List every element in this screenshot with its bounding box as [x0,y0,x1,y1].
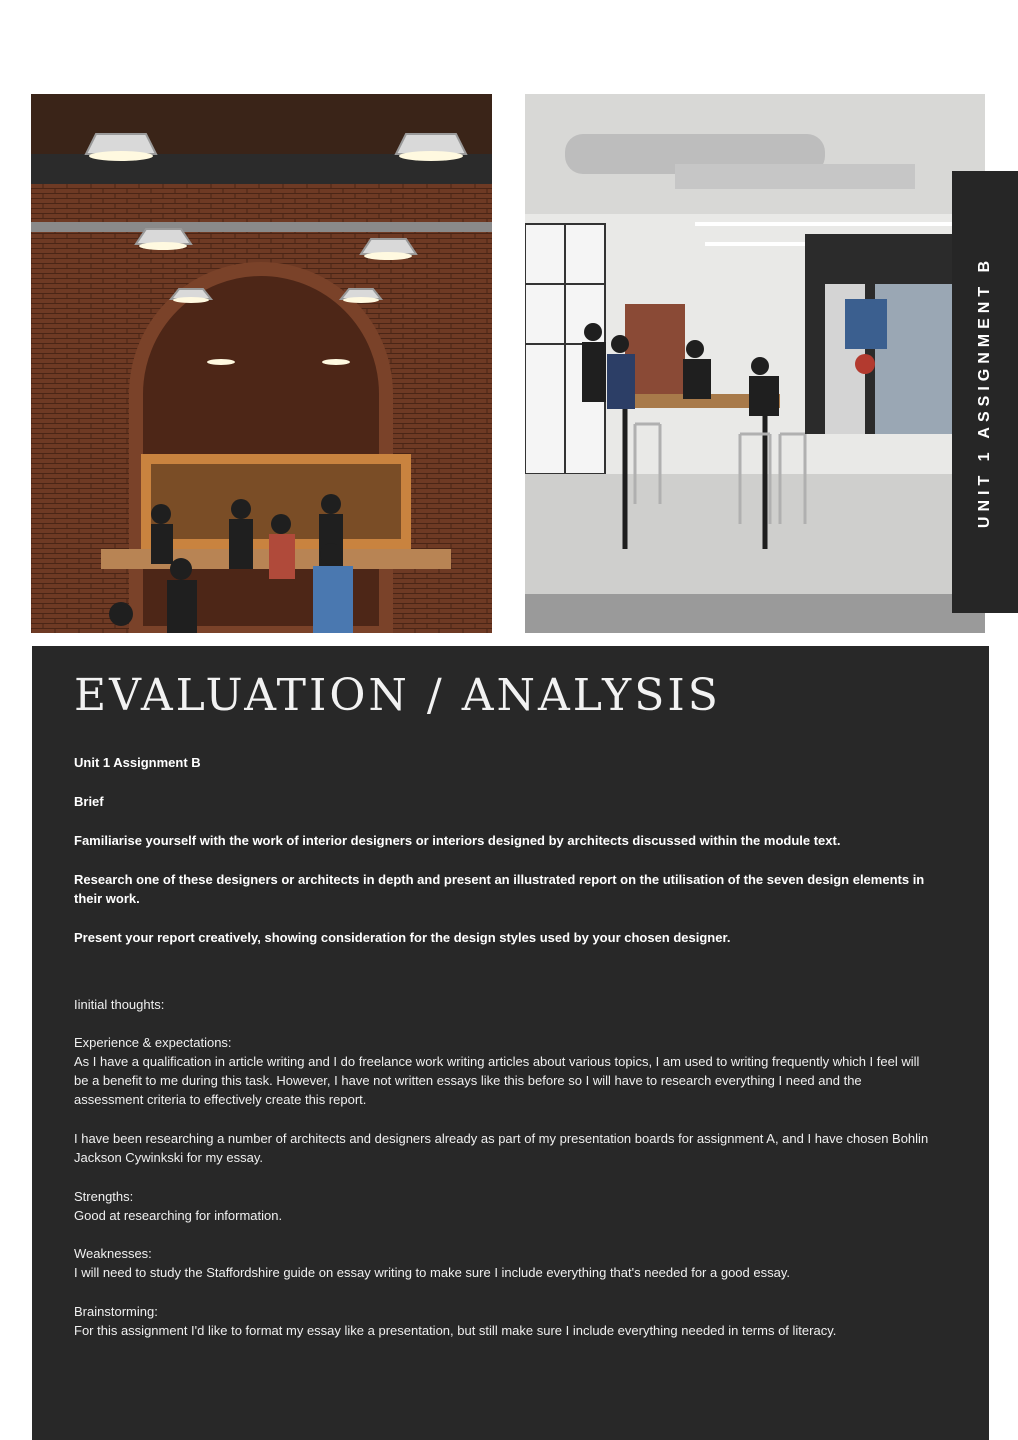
page-title: EVALUATION / ANALYSIS [74,670,721,721]
evaluation-panel [32,646,989,1440]
brief-label: Brief [74,794,104,809]
side-tab [952,171,1018,613]
office-interior-photo [525,94,985,633]
brief-item: Present your report creatively, showing consideration for the design styles used by your chosen designer. [74,930,731,945]
weaknesses-label: Weaknesses: [74,1246,152,1261]
experience-label: Experience & expectations: [74,1035,232,1050]
weaknesses-text: I will need to study the Staffordshire guide on essay writing to make sure I include everything that's needed for a good essay. [74,1265,790,1280]
brief-item: Research one of these designers or architects in depth and present an illustrated report on the utilisation of the seven design elements in their work. [74,872,925,906]
brainstorming-label: Brainstorming: [74,1304,158,1319]
initial-thoughts-label: Iinitial thoughts: [74,997,165,1012]
side-tab-label: UNIT 1 ASSIGNMENT B [976,255,993,529]
brainstorming-text: For this assignment I'd like to format my essay like a presentation, but still make sure I include everything needed in terms of literacy. [74,1323,837,1338]
assignment-subtitle: Unit 1 Assignment B [74,755,201,770]
experience-text: As I have a qualification in article writing and I do freelance work writing articles about various topics, I am used to writing frequently which I feel will be a benefit to me during this task. However, I have not written essays like this before so I will have to research everything I need and the assessment criteria to effectively create this report. [74,1054,920,1107]
brief-item: Familiarise yourself with the work of interior designers or interiors designed by architects discussed within the module text. [74,833,841,848]
research-text: I have been researching a number of architects and designers already as part of my presentation boards for assignment A, and I have chosen Bohlin Jackson Cywinkski for my essay. [74,1131,929,1165]
strengths-text: Good at researching for information. [74,1208,283,1223]
store-interior-photo [31,94,492,633]
strengths-label: Strengths: [74,1189,134,1204]
